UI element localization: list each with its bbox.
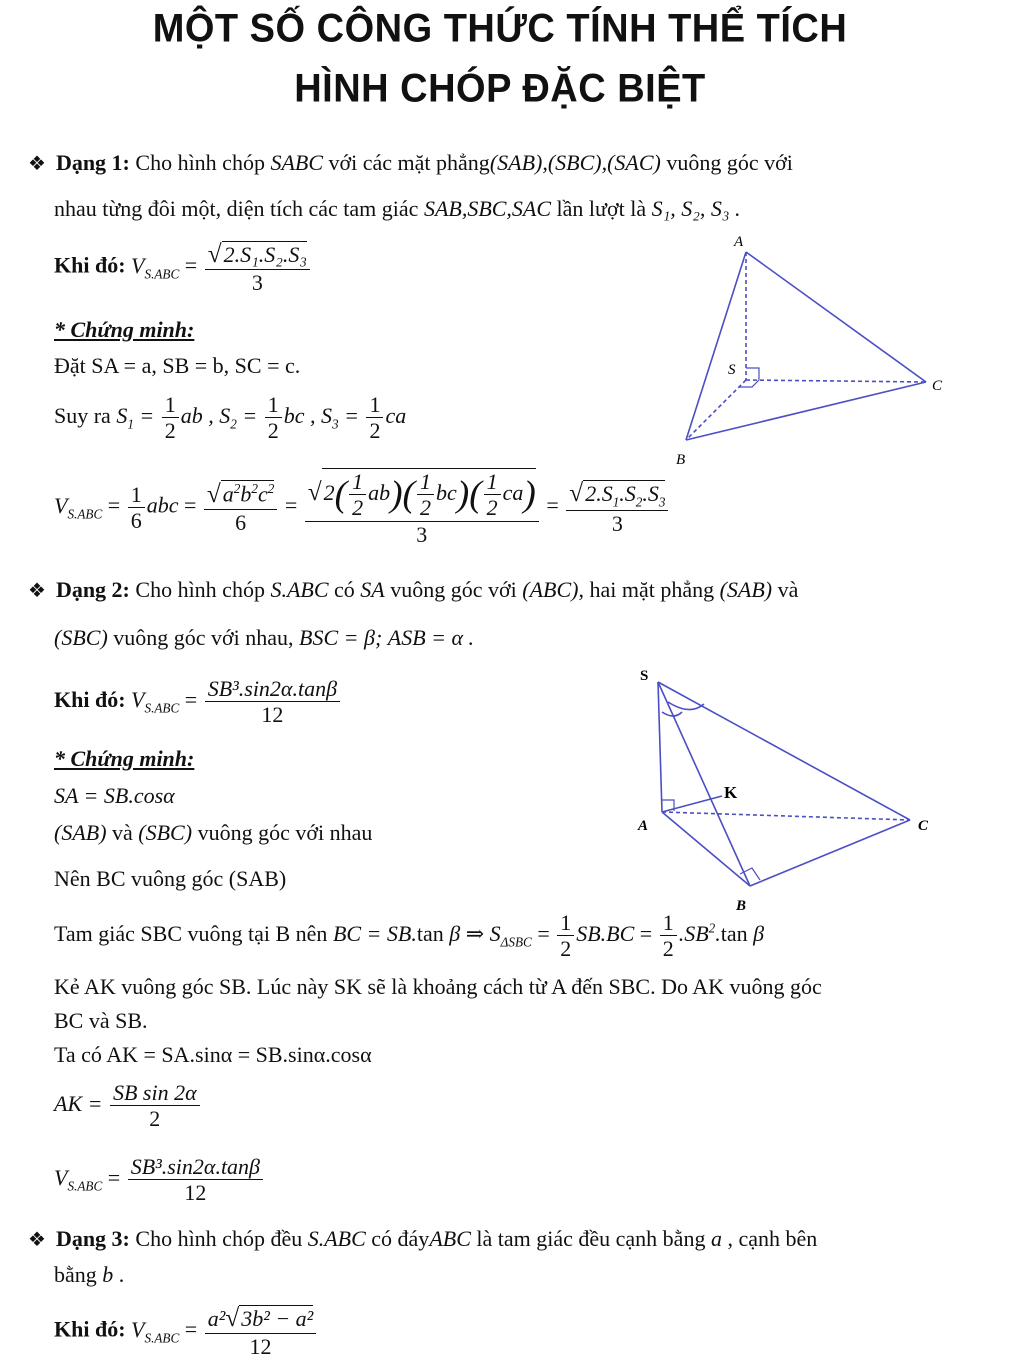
dang1-math: S₁, S₂, S₃ . bbox=[651, 196, 741, 221]
dang2-text: có bbox=[328, 577, 361, 602]
edge-ab bbox=[686, 252, 746, 440]
dang2-proof-line1: SA = SB.cosα bbox=[54, 783, 175, 808]
dang1-proof-heading: * Chứng minh: bbox=[54, 317, 195, 342]
dang2-text: Tam giác SBC vuông tại B nên bbox=[54, 920, 333, 946]
dang3-text: là tam giác đều cạnh bằng bbox=[470, 1226, 711, 1251]
dang3-math: S.ABC bbox=[307, 1226, 366, 1251]
dang1-proof-line2: Suy ra $S_1$ = $\frac{1}{2}$ ab , $S_2$ = $\frac{1}{2}$ bc , $S_3$ = $\frac{1}{2}$ ca bbox=[54, 392, 407, 444]
dang3-math: a bbox=[710, 1226, 722, 1251]
edge-bc bbox=[686, 382, 926, 440]
dang3-math: b bbox=[102, 1262, 114, 1287]
vertex-label-c: C bbox=[932, 378, 943, 394]
dang2-angles: BSC = β; ASB = α . bbox=[299, 625, 475, 650]
ak-num: SB sin 2α bbox=[110, 1080, 200, 1106]
dang1-formula: Khi đó: $V_{S.ABC}$ = $\frac{\text{√2.S₁.S₂.S₃}}{3}$ bbox=[54, 240, 312, 295]
dang3-line1 bbox=[28, 1226, 817, 1252]
edge-ab bbox=[662, 812, 750, 886]
vertex-label-b: B bbox=[736, 898, 747, 914]
dang3-text: có đáy bbox=[365, 1226, 430, 1251]
dang2-text: Cho hình chóp bbox=[135, 577, 271, 602]
khi-do-label: Khi đó: bbox=[54, 1316, 126, 1342]
dang2-line1 bbox=[28, 577, 798, 603]
edge-sa bbox=[658, 682, 662, 812]
dang2-proof-line5: Kẻ AK vuông góc SB. Lúc này SK sẽ là khoảng cách từ A đến SBC. Do AK vuông góc bbox=[54, 974, 822, 999]
dang3-text: Cho hình chóp đều bbox=[135, 1226, 308, 1251]
dang1-text: với các mặt phẳng bbox=[323, 150, 490, 175]
dang1-proof-line3: $V_{S.ABC}$ = $\frac{1}{6}$ abc = $\frac{√a^2b^2c^2}{6}$ = √2( $\frac{1}{2}$ ab)( $\frac{1}{2}$ bc)( $\frac{1}{2}$ ca) 3 = $\frac{√2.S_1.S_2.S_3}{3}$ bbox=[54, 468, 670, 547]
vertex-label-a: A bbox=[734, 234, 744, 250]
dang3-formula-den: 12 bbox=[249, 1334, 272, 1360]
dang2-math: (SAB) bbox=[719, 577, 773, 602]
edge-sc bbox=[746, 380, 926, 382]
dang3-text: . bbox=[113, 1262, 125, 1287]
dang2-text: và bbox=[772, 577, 799, 602]
dang2-text: vuông góc với nhau, bbox=[107, 625, 300, 650]
dang2-math: S.ABC bbox=[270, 577, 329, 602]
dang2-volume-formula: $V_{S.ABC}$ = $\frac{\text{SB³.sin2α.tanβ}}{12}$ bbox=[54, 1154, 265, 1206]
dang3-math: ABC bbox=[429, 1226, 471, 1251]
right-angle-mark bbox=[746, 368, 759, 380]
dang2-formula-num: SB³.sin2α.tanβ bbox=[205, 676, 340, 702]
dang3-text: bằng bbox=[54, 1262, 103, 1287]
diamond-bullet-icon: ❖ bbox=[28, 153, 46, 175]
dang1-math: (SAB),(SBC),(SAC) bbox=[489, 150, 661, 175]
dang3-label: Dạng 3: bbox=[55, 1226, 130, 1251]
diamond-bullet-icon: ❖ bbox=[28, 1229, 46, 1251]
edge-sc bbox=[658, 682, 910, 820]
vertex-label-a: A bbox=[638, 818, 649, 834]
khi-do-label: Khi đó: bbox=[54, 686, 126, 712]
dang2-math: (SBC) bbox=[54, 625, 108, 650]
page-title-line2: HÌNH CHÓP ĐẶC BIỆT bbox=[294, 66, 706, 112]
dang2-formula: Khi đó: $V_{S.ABC}$ = $\frac{\text{SB³.sin2α.tanβ}}{12}$ bbox=[54, 676, 342, 728]
dang1-label: Dạng 1: bbox=[55, 150, 130, 175]
dang2-math: (SAB) bbox=[54, 820, 107, 845]
vertex-label-k: K bbox=[724, 783, 738, 802]
diamond-bullet-icon: ❖ bbox=[28, 580, 46, 602]
vertex-label-c: C bbox=[918, 818, 929, 834]
ak-den: 2 bbox=[149, 1106, 161, 1132]
dang2-text: , hai mặt phẳng bbox=[578, 577, 720, 602]
dang2-text: vuông góc với bbox=[384, 577, 523, 602]
dang1-math: SABC bbox=[270, 150, 324, 175]
dang2-volume-num: SB³.sin2α.tanβ bbox=[128, 1154, 263, 1180]
dang2-text: vuông góc với nhau bbox=[192, 820, 373, 845]
dang1-math: SAB,SBC,SAC bbox=[423, 196, 552, 221]
dang2-proof-line7: Ta có AK = SA.sinα = SB.sinα.cosα bbox=[54, 1042, 372, 1067]
dang1-text: nhau từng đôi một, diện tích các tam giác bbox=[54, 196, 424, 221]
edge-ac bbox=[746, 252, 926, 382]
right-angle-mark bbox=[739, 380, 759, 387]
dang2-proof-line3: Nên BC vuông góc (SAB) bbox=[54, 866, 287, 891]
dang1-text: Cho hình chóp bbox=[135, 150, 271, 175]
dang2-formula-den: 12 bbox=[261, 702, 284, 728]
dang3-text: , cạnh bên bbox=[721, 1226, 818, 1251]
vertex-label-b: B bbox=[676, 452, 686, 468]
edge-bc bbox=[750, 820, 910, 886]
dang3-line2 bbox=[54, 1262, 124, 1288]
khi-do-label: Khi đó: bbox=[54, 252, 126, 278]
vertex-label-s: S bbox=[640, 668, 649, 684]
dang1-line2 bbox=[54, 196, 741, 222]
dang1-text: lần lượt là bbox=[551, 196, 652, 221]
dang2-label: Dạng 2: bbox=[55, 577, 130, 602]
dang2-line2 bbox=[54, 625, 474, 651]
dang2-proof-heading: * Chứng minh: bbox=[54, 746, 195, 771]
dang1-text: vuông góc với bbox=[660, 150, 793, 175]
vertex-label-s: S bbox=[728, 362, 736, 378]
dang2-ak-formula bbox=[54, 1080, 202, 1132]
dang2-proof-line6: BC và SB. bbox=[54, 1008, 148, 1033]
edge-ac bbox=[662, 812, 910, 820]
dang1-pyramid-figure bbox=[660, 228, 960, 478]
dang2-proof-line4: Tam giác SBC vuông tại B nên BC = SB.tan β ⇒ $S_{\Delta SBC}$ = $\frac{1}{2}$ SB.BC = $\frac{1}{2}$ $.SB^2.\tan$ β bbox=[54, 910, 765, 962]
dang1-proof-line1: Đặt SA = a, SB = b, SC = c. bbox=[54, 353, 301, 378]
dang3-formula: Khi đó: $V_{S.ABC}$ = $\frac{\text{a²√3b² − a²}}{12}$ bbox=[54, 1304, 318, 1359]
dang2-math: SA bbox=[360, 577, 385, 602]
dang3-num-a: a² bbox=[207, 1306, 226, 1331]
ak-lhs: AK = bbox=[54, 1090, 103, 1116]
dang1-line1 bbox=[28, 150, 793, 176]
suy-ra-label: Suy ra bbox=[54, 402, 111, 428]
dang2-text: và bbox=[106, 820, 139, 845]
dang2-proof-line2 bbox=[54, 820, 372, 846]
dang1-formula-den: 3 bbox=[251, 270, 263, 296]
dang3-num-root: 3b² − a² bbox=[241, 1306, 314, 1331]
dang2-math: (ABC) bbox=[522, 577, 579, 602]
dang2-math: (SBC) bbox=[138, 820, 193, 845]
dang2-volume-den: 12 bbox=[184, 1180, 207, 1206]
dang2-pyramid-figure bbox=[630, 660, 950, 920]
angle-mark-beta bbox=[668, 702, 704, 710]
page-title-line1: MỘT SỐ CÔNG THỨC TÍNH THỂ TÍCH bbox=[152, 6, 848, 52]
dang1-formula-num: 2.S₁.S₂.S₃ bbox=[223, 242, 308, 267]
